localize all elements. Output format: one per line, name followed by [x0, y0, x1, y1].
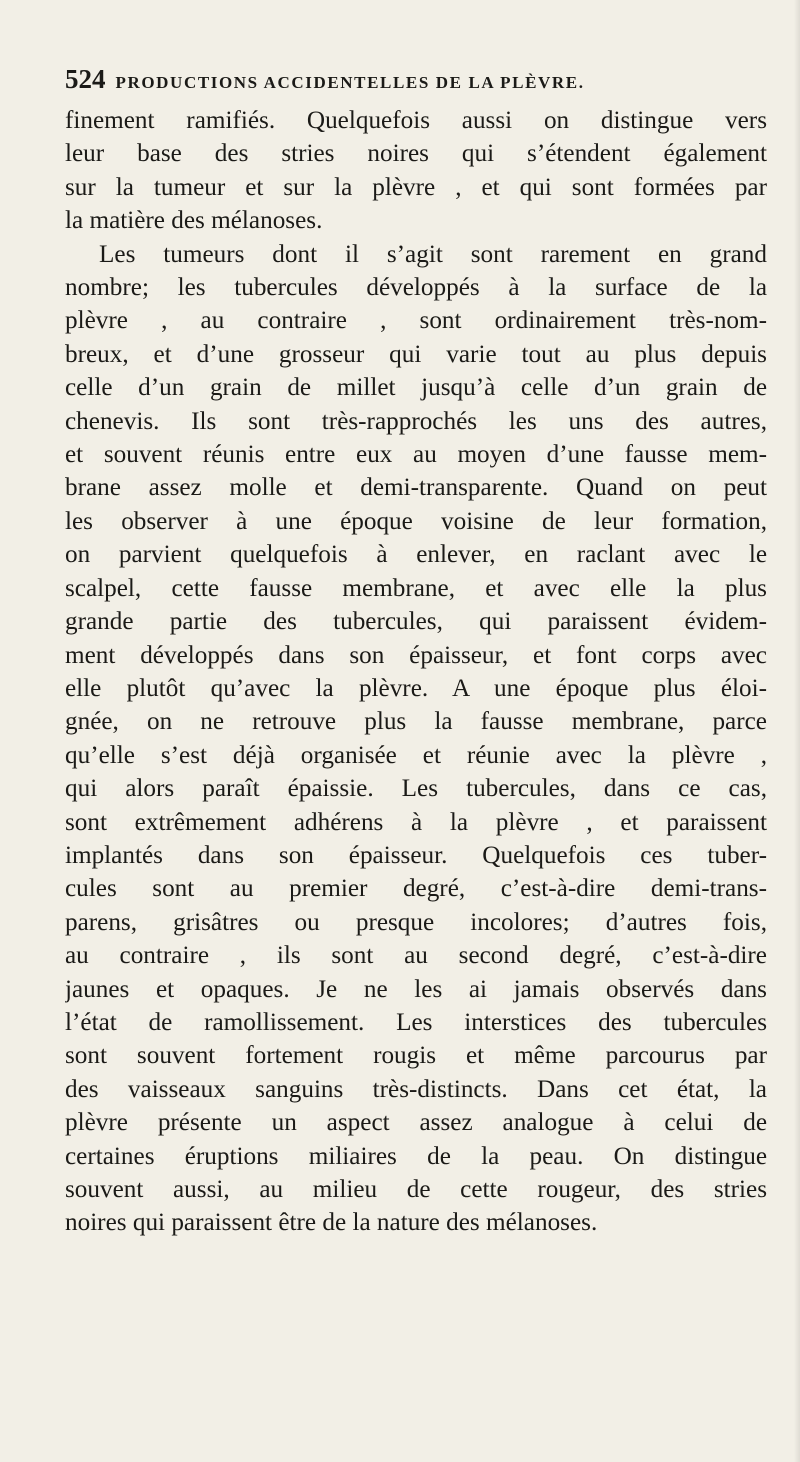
text-line: certaines éruptions miliaires de la peau. On distingue: [65, 1142, 767, 1170]
text-line: qui alors paraît épaissie. Les tubercules, dans ce cas,: [65, 775, 767, 803]
text-line: Les tumeurs dont il s’agit sont rarement en grand: [99, 240, 767, 268]
text-line: ment développés dans son épaisseur, et font corps avec: [65, 641, 767, 669]
text-line: gnée, on ne retrouve plus la fausse membrane, parce: [65, 708, 767, 736]
text-line: les observer à une époque voisine de leur formation,: [65, 507, 767, 535]
page-number: 524: [65, 64, 106, 94]
text-line: sont souvent fortement rougis et même parcourus par: [65, 1042, 767, 1070]
running-title: PRODUCTIONS ACCIDENTELLES DE LA PLÈVRE.: [115, 73, 585, 92]
text-line: souvent aussi, au milieu de cette rougeur, des stries: [65, 1176, 767, 1203]
text-line: l’état de ramollissement. Les interstices des tubercules: [65, 1008, 767, 1036]
text-line: implantés dans son épaisseur. Quelquefois ces tuber-: [65, 841, 767, 869]
text-line: sur la tumeur et sur la plèvre , et qui sont formées par: [65, 173, 767, 201]
text-line: celle d’un grain de millet jusqu’à celle d’un grain de: [65, 374, 767, 402]
text-line: qu’elle s’est déjà organisée et réunie avec la plèvre ,: [65, 741, 767, 769]
text-line: elle plutôt qu’avec la plèvre. A une époque plus éloi-: [65, 674, 767, 702]
page-edge-shadow: [794, 0, 800, 1462]
text-line: leur base des stries noires qui s’étendent également: [65, 140, 767, 168]
text-line: et souvent réunis entre eux au moyen d’une fausse mem-: [65, 441, 767, 469]
text-line: grande partie des tubercules, qui paraissent évidem-: [65, 608, 767, 636]
text-line: parens, grisâtres ou presque incolores; d’autres fois,: [65, 908, 767, 936]
text-line: finement ramifiés. Quelquefois aussi on distingue vers: [65, 107, 767, 134]
text-line: plèvre , au contraire , sont ordinairement très-nom-: [65, 307, 767, 335]
text-line: on parvient quelquefois à enlever, en raclant avec le: [65, 541, 767, 569]
text-line: chenevis. Ils sont très-rapprochés les uns des autres,: [65, 407, 767, 435]
text-line: nombre; les tubercules développés à la surface de la: [65, 274, 767, 302]
text-line: brane assez molle et demi-transparente. Quand on peut: [65, 474, 767, 502]
text-line: breux, et d’une grosseur qui varie tout au plus depuis: [65, 340, 767, 368]
text-line: cules sont au premier degré, c’est-à-dire demi-trans-: [65, 875, 767, 903]
text-line: la matière des mélanoses.: [65, 207, 323, 235]
body-text: [65, 104, 767, 1240]
text-line: sont extrêmement adhérens à la plèvre , et paraissent: [65, 808, 767, 836]
text-line: scalpel, cette fausse membrane, et avec elle la plus: [65, 574, 767, 602]
text-line: noires qui paraissent être de la nature des mélanoses.: [65, 1209, 598, 1237]
text-line: des vaisseaux sanguins très-distincts. Dans cet état, la: [65, 1075, 767, 1103]
text-line: jaunes et opaques. Je ne les ai jamais observés dans: [65, 975, 767, 1003]
page-header: [65, 64, 585, 94]
text-line: plèvre présente un aspect assez analogue à celui de: [65, 1109, 767, 1137]
text-line: au contraire , ils sont au second degré, c’est-à-dire: [65, 942, 767, 970]
